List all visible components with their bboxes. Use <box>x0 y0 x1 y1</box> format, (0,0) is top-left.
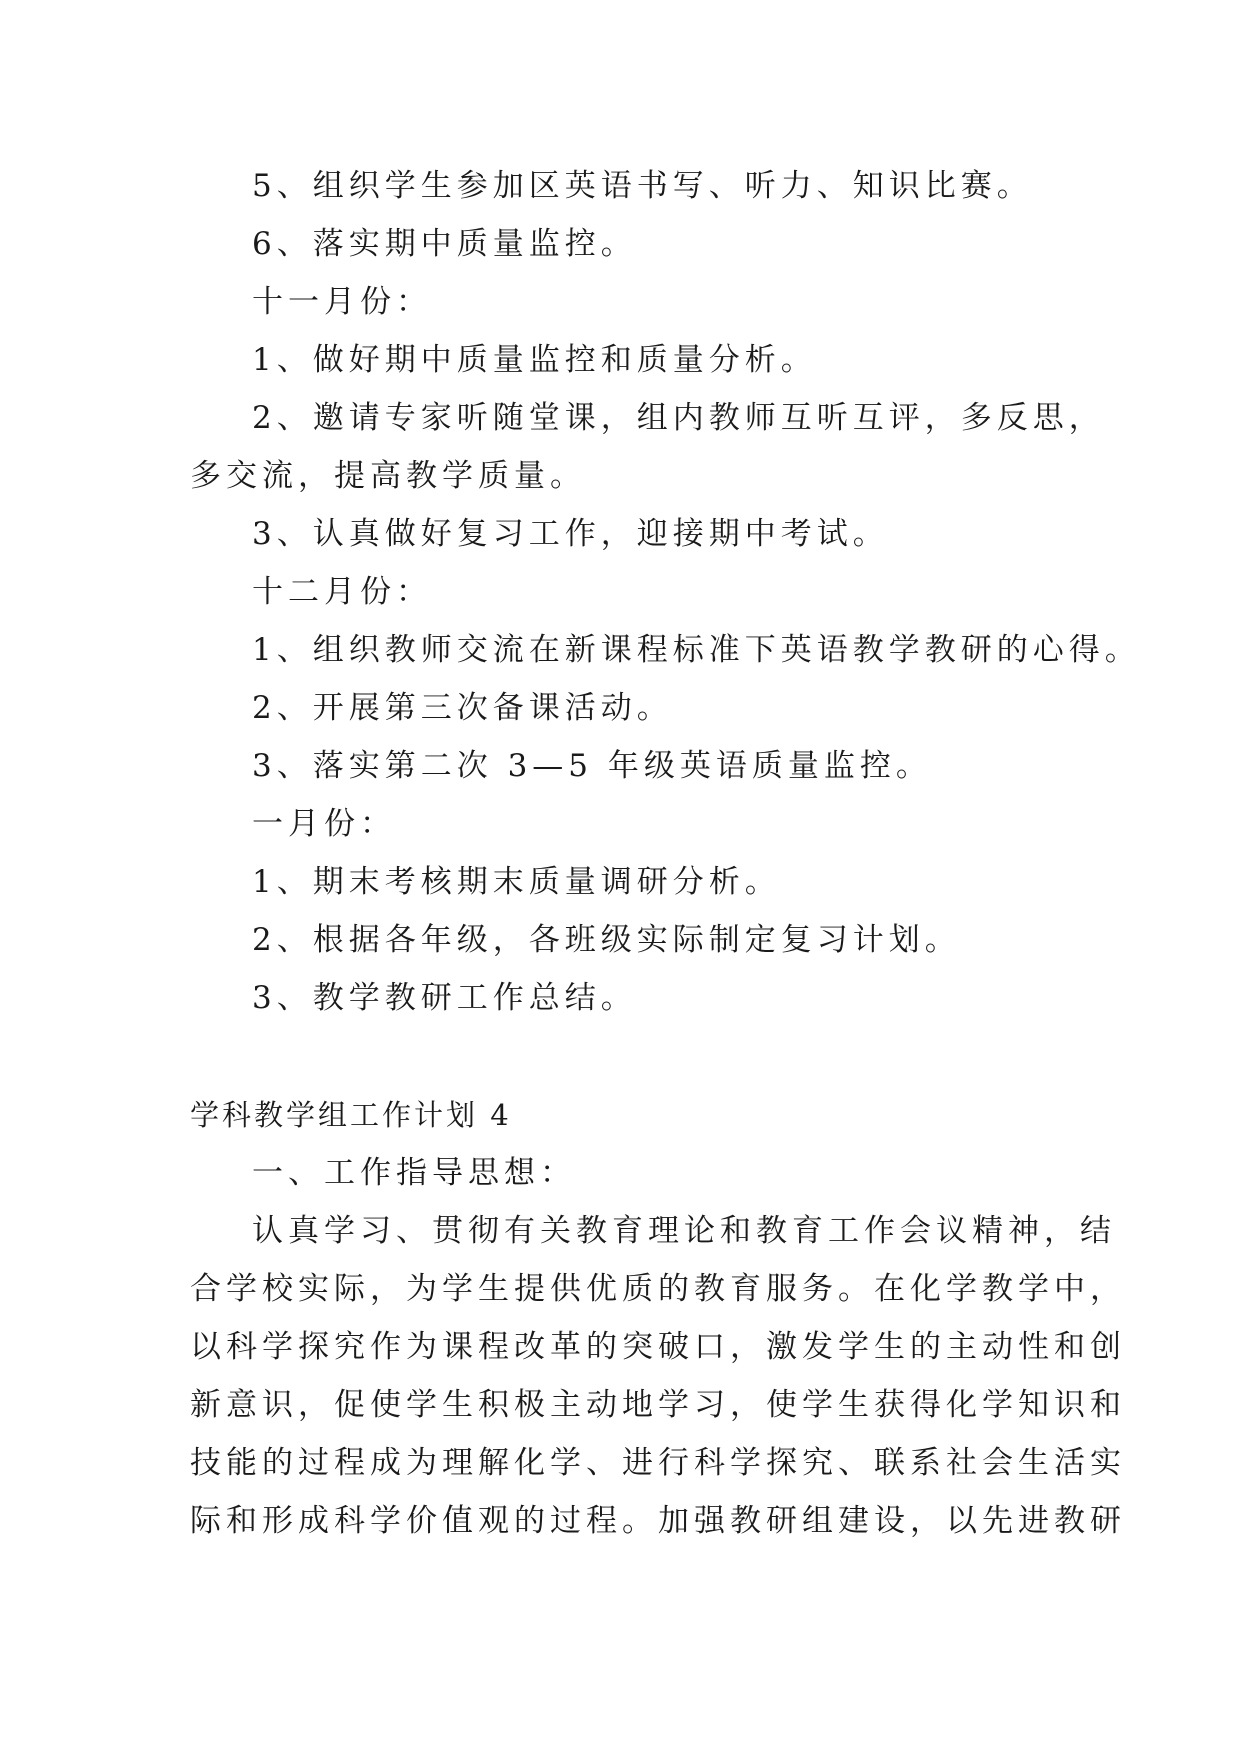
list-item: 1、组织教师交流在新课程标准下英语教学教研的心得。 <box>252 632 1141 668</box>
list-item: 3、落实第二次 3—5 年级英语质量监控。 <box>252 748 932 784</box>
paragraph-line: 认真学习、贯彻有关教育理论和教育工作会议精神，结 <box>252 1213 1116 1249</box>
list-item: 1、做好期中质量监控和质量分析。 <box>252 342 817 378</box>
list-item: 2、邀请专家听随堂课，组内教师互听互评，多反思， <box>252 400 1105 436</box>
list-item: 3、认真做好复习工作，迎接期中考试。 <box>252 516 889 552</box>
list-item: 6、落实期中质量监控。 <box>252 226 637 262</box>
list-item: 2、根据各年级，各班级实际制定复习计划。 <box>252 922 961 958</box>
list-item: 3、教学教研工作总结。 <box>252 980 637 1016</box>
paragraph-line: 新意识，促使学生积极主动地学习，使学生获得化学知识和 <box>190 1387 1126 1423</box>
list-item: 5、组织学生参加区英语书写、听力、知识比赛。 <box>252 168 1033 204</box>
list-item: 1、期末考核期末质量调研分析。 <box>252 864 781 900</box>
paragraph-line: 技能的过程成为理解化学、进行科学探究、联系社会生活实 <box>190 1445 1126 1481</box>
subsection-heading: 一、工作指导思想： <box>252 1155 576 1191</box>
month-heading: 一月份： <box>252 806 396 842</box>
paragraph-line: 合学校实际，为学生提供优质的教育服务。在化学教学中， <box>190 1271 1126 1307</box>
paragraph-line: 际和形成科学价值观的过程。加强教研组建设，以先进教研 <box>190 1503 1126 1539</box>
paragraph-line: 以科学探究作为课程改革的突破口，激发学生的主动性和创 <box>190 1329 1126 1365</box>
section-title: 学科教学组工作计划 4 <box>190 1098 512 1132</box>
month-heading: 十二月份： <box>252 574 432 610</box>
month-heading: 十一月份： <box>252 284 432 320</box>
list-item-continuation: 多交流，提高教学质量。 <box>190 458 586 494</box>
list-item: 2、开展第三次备课活动。 <box>252 690 673 726</box>
